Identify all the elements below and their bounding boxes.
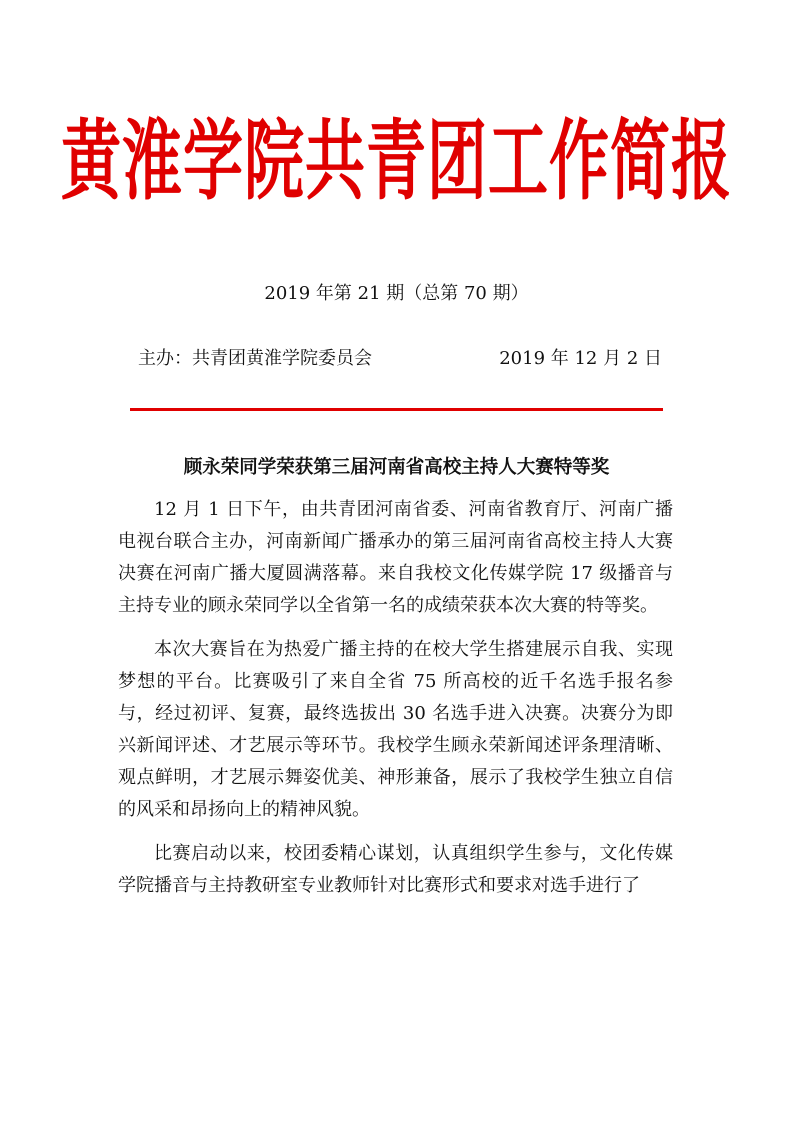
article-paragraph: 比赛启动以来，校团委精心谋划，认真组织学生参与，文化传媒学院播音与主持教研室专业教师针对比赛形式和要求对选手进行了 xyxy=(118,843,673,896)
article-paragraph: 本次大赛旨在为热爱广播主持的在校大学生搭建展示自我、实现梦想的平台。比赛吸引了来自全省 75 所高校的近千名选手报名参与，经过初评、复赛，最终选拔出 30 名选手进入决赛。决赛分为即兴新闻评述、才艺展示等环节。我校学生顾永荣新闻述评条理清晰、观点鲜明，才艺展示舞姿优美、神形兼备，展示了我校学生独立自信的风采和昂扬向上的精神风貌。 xyxy=(118,639,673,820)
issue-number: 2019 年第 21 期（总第 70 期） xyxy=(264,283,529,304)
article-paragraph: 12 月 1 日下午，由共青团河南省委、河南省教育厅、河南广播电视台联合主办，河南新闻广播承办的第三届河南省高校主持人大赛决赛在河南广播大厦圆满落幕。来自我校文化传媒学院 17 级播音与主持专业的顾永荣同学以全省第一名的成绩荣获本次大赛的特等奖。 xyxy=(118,499,673,616)
masthead-title: 黄淮学院共青团工作简报 xyxy=(61,111,732,213)
bulletin-masthead xyxy=(0,112,793,212)
article-body xyxy=(118,494,673,914)
sponsor-label: 主办：共青团黄淮学院委员会 xyxy=(138,348,372,369)
article-headline: 顾永荣同学荣获第三届河南省高校主持人大赛特等奖 xyxy=(183,457,610,478)
red-divider-line xyxy=(130,408,663,411)
issue-date: 2019 年 12 月 2 日 xyxy=(499,348,662,369)
